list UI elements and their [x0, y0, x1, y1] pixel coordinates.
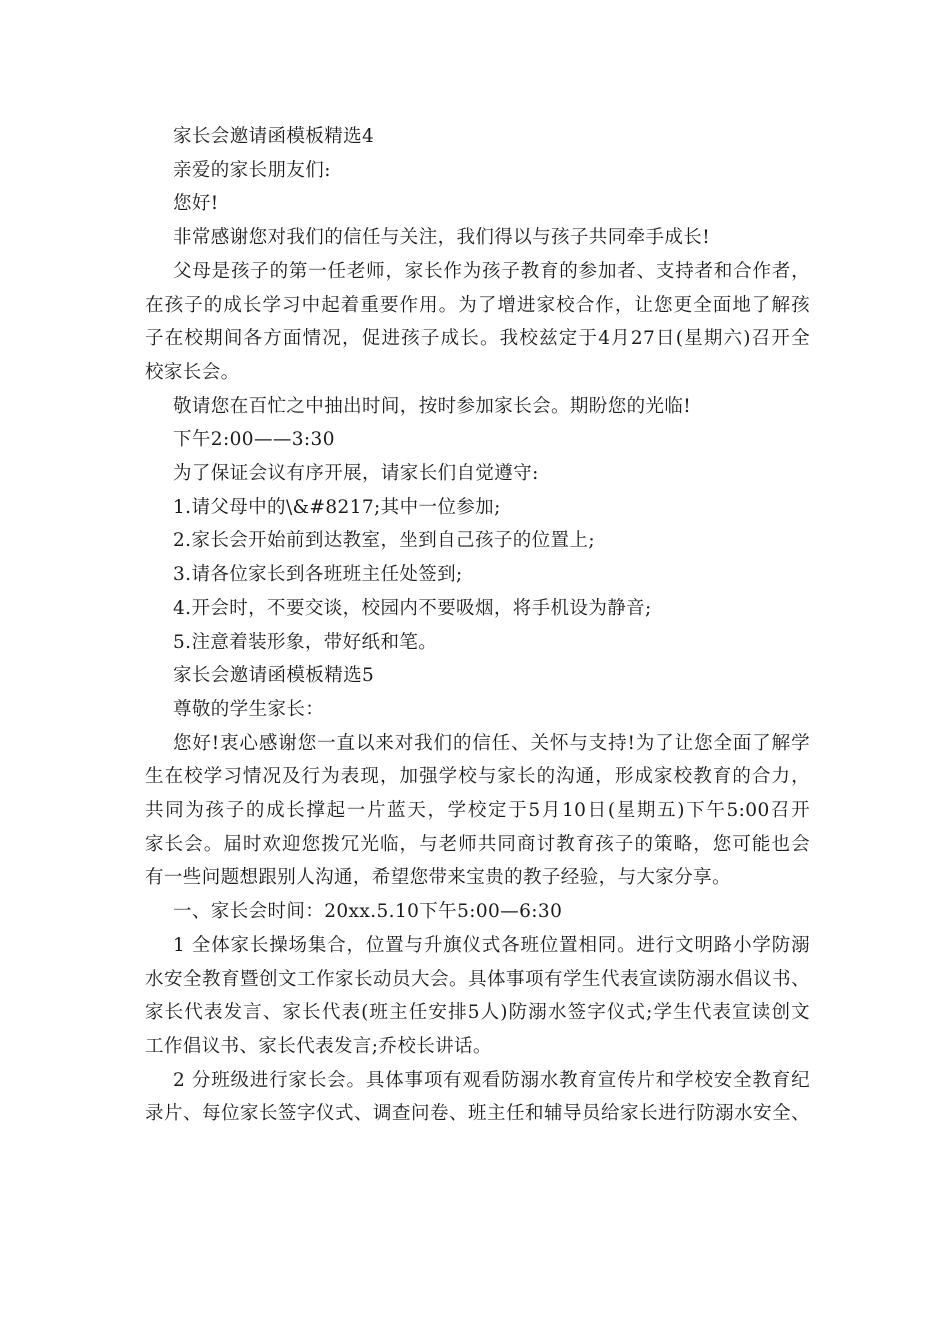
- text-line: 共同为孩子的成长撑起一片蓝天，学校定于5月10日(星期五)下午5:00召开: [145, 800, 810, 822]
- text-line: 水安全教育暨创文工作家长动员大会。具体事项有学生代表宣读防溺水倡议书、: [145, 968, 810, 990]
- text-line: 生在校学习情况及行为表现，加强学校与家长的沟通，形成家校教育的合力，: [145, 766, 810, 788]
- text-line: 录片、每位家长签字仪式、调查问卷、班主任和辅导员给家长进行防溺水安全、: [145, 1103, 810, 1125]
- text-line: 非常感谢您对我们的信任与关注，我们得以与孩子共同牵手成长!: [173, 227, 711, 249]
- text-line: 有一些问题想跟别人沟通，希望您带来宝贵的教子经验，与大家分享。: [145, 867, 731, 889]
- text-line: 亲爱的家长朋友们:: [173, 159, 331, 181]
- text-line: 家长会邀请函模板精选5: [173, 665, 375, 687]
- text-line: 3.请各位家长到各班班主任处签到;: [173, 564, 463, 586]
- text-line: 校家长会。: [145, 361, 240, 383]
- text-line: 下午2:00——3:30: [173, 429, 335, 451]
- text-line: 家长会邀请函模板精选4: [173, 126, 375, 147]
- text-line: 家长代表发言、家长代表(班主任安排5人)防溺水签字仪式;学生代表宣读创文: [145, 1002, 810, 1024]
- text-line: 您好!衷心感谢您一直以来对我们的信任、关怀与支持!为了让您全面了解学: [173, 732, 810, 754]
- text-line: 1.请父母中的\&#8217;其中一位参加;: [173, 496, 501, 518]
- text-line: 一、家长会时间：20xx.5.10下午5:00—6:30: [173, 901, 563, 923]
- text-line: 父母是孩子的第一任老师，家长作为孩子教育的参加者、支持者和合作者，: [173, 260, 810, 282]
- text-line: 2.家长会开始前到达教室，坐到自己孩子的位置上;: [173, 530, 595, 552]
- text-line: 2 分班级进行家长会。具体事项有观看防溺水教育宣传片和学校安全教育纪: [173, 1069, 810, 1091]
- document-body: [145, 120, 810, 1131]
- text-line: 敬请您在百忙之中抽出时间，按时参加家长会。期盼您的光临!: [173, 395, 692, 417]
- text-line: 在孩子的成长学习中起着重要作用。为了增进家校合作，让您更全面地了解孩: [145, 294, 810, 316]
- text-line: 子在校期间各方面情况，促进孩子成长。我校兹定于4月27日(星期六)召开全: [145, 328, 810, 350]
- text-line: 1 全体家长操场集合，位置与升旗仪式各班位置相同。进行文明路小学防溺: [173, 934, 810, 956]
- text-line: 为了保证会议有序开展，请家长们自觉遵守:: [173, 463, 539, 485]
- text-line: 工作倡议书、家长代表发言;乔校长讲话。: [145, 1035, 492, 1057]
- text-line: 4.开会时，不要交谈，校园内不要吸烟，将手机设为静音;: [173, 597, 652, 619]
- text-line: 5.注意着装形象，带好纸和笔。: [173, 631, 438, 653]
- text-line: 您好!: [173, 193, 219, 215]
- text-line: 家长会。届时欢迎您拨冗光临，与老师共同商讨教育孩子的策略，您可能也会: [145, 833, 810, 855]
- text-line: 尊敬的学生家长：: [173, 698, 325, 720]
